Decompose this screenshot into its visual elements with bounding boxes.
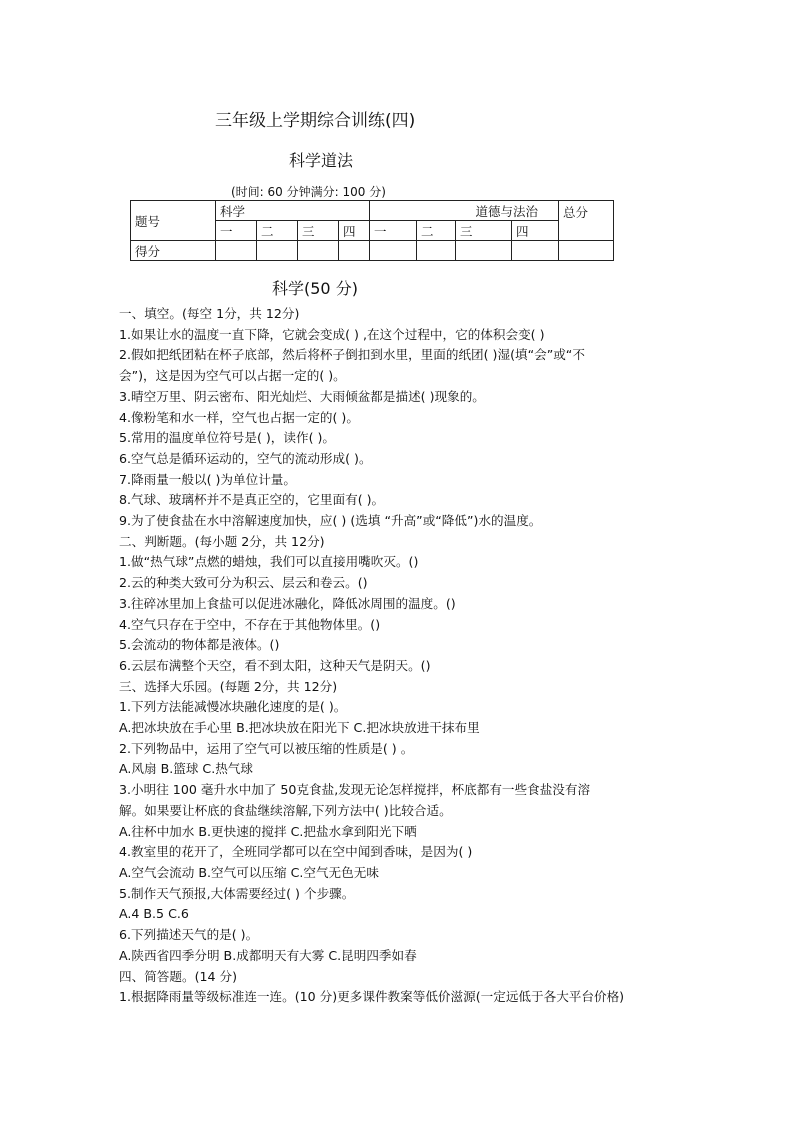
score-row [131, 241, 614, 261]
score-row-label: 得分 [131, 241, 216, 261]
text-line: 3.小明往 100 毫升水中加了 50克食盐,发现无论怎样搅拌，杯底都有一些食盐没有溶 [119, 782, 591, 798]
text-line: 6.云层布满整个天空，看不到太阳，这种天气是阴天。() [119, 657, 431, 673]
text-line: A.风扇 B.篮球 C.热气球 [119, 761, 253, 777]
sub-column-science: 一 [216, 221, 257, 241]
question-list [119, 304, 689, 1008]
sub-column-morality: 一 [370, 221, 417, 241]
text-line: 6.下列描述天气的是( )。 [119, 927, 259, 943]
sub-column-morality: 二 [417, 221, 456, 241]
text-line: 2.下列物品中，运用了空气可以被压缩的性质是( ) 。 [119, 740, 414, 756]
score-cell[interactable] [216, 241, 257, 261]
text-line: 4.像粉笔和水一样，空气也占据一定的( )。 [119, 409, 359, 425]
score-cell[interactable] [339, 241, 370, 261]
time-info: (时间: 60 分钟满分: 100 分) [231, 185, 386, 199]
text-line: 4.空气只存在于空中，不存在于其他物体里。() [119, 616, 381, 632]
text-line: 2.假如把纸团粘在杯子底部，然后将杯子倒扣到水里，里面的纸团( )湿(填“会”或“不 [119, 347, 585, 363]
text-line: 5.会流动的物体都是液体。() [119, 637, 280, 653]
score-cell[interactable] [298, 241, 339, 261]
sub-column-science: 二 [257, 221, 298, 241]
text-line: 四、简答题。(14 分) [119, 968, 238, 984]
text-line: 二、判断题。(每小题 2分，共 12分) [119, 533, 325, 549]
text-line: 一、填空。(每空 1分，共 12分) [119, 306, 300, 321]
row-header-label: 题号 [131, 201, 216, 241]
text-line: A.陕西省四季分明 B.成都明天有大雾 C.昆明四季如春 [119, 947, 417, 963]
score-cell[interactable] [456, 241, 512, 261]
text-line: 会”)，这是因为空气可以占据一定的( )。 [119, 368, 346, 384]
science-label: 科学 [216, 201, 370, 221]
text-line: 7.降雨量一般以( )为单位计量。 [119, 471, 296, 487]
score-cell[interactable] [257, 241, 298, 261]
sub-column-morality: 三 [456, 221, 512, 241]
document-title: 三年级上学期综合训练(四) [215, 111, 416, 131]
text-line: 5.常用的温度单位符号是( )，读作( )。 [119, 430, 335, 446]
text-line: 3.晴空万里、阴云密布、阳光灿烂、大雨倾盆都是描述( )现象的。 [119, 388, 485, 404]
document-subtitle: 科学道法 [289, 151, 354, 170]
text-line: 三、选择大乐园。(每题 2分，共 12分) [119, 678, 338, 694]
text-line: 3.往碎冰里加上食盐可以促进冰融化，降低冰周围的温度。() [119, 595, 456, 611]
sub-column-science: 三 [298, 221, 339, 241]
text-line: 6.空气总是循环运动的，空气的流动形成( )。 [119, 450, 372, 466]
text-line: 5.制作天气预报,大体需要经过( ) 个步骤。 [119, 885, 355, 901]
text-line: 9.为了使食盐在水中溶解速度加快，应( ) (选填 “升高”或“降低”)水的温度。 [119, 513, 542, 529]
text-line: A.把冰块放在手心里 B.把冰块放在阳光下 C.把冰块放进干抹布里 [119, 720, 480, 736]
total-label: 总分 [559, 201, 614, 241]
text-line: 8.气球、玻璃杯并不是真正空的，它里面有( )。 [119, 492, 385, 508]
section-heading: 科学(50 分) [272, 279, 358, 298]
text-line: 1.如果让水的温度一直下降，它就会变成( ) ,在这个过程中，它的体积会变( ) [119, 326, 545, 342]
text-line: A.空气会流动 B.空气可以压缩 C.空气无色无味 [119, 864, 379, 880]
score-table [130, 200, 614, 261]
score-cell[interactable] [417, 241, 456, 261]
score-cell[interactable] [512, 241, 559, 261]
sub-column-science: 四 [339, 221, 370, 241]
text-line: 1.根据降雨量等级标准连一连。(10 分)更多课件教案等低价滋源(一定远低于各大平台价格) [119, 989, 625, 1005]
sub-column-morality: 四 [512, 221, 559, 241]
text-line: 4.教室里的花开了，全班同学都可以在空中闻到香味，是因为( ) [119, 844, 473, 860]
text-line: A.往杯中加水 B.更快速的搅拌 C.把盐水拿到阳光下晒 [119, 823, 417, 839]
score-cell[interactable] [559, 241, 614, 261]
text-line: 1.下列方法能减慢冰块融化速度的是( )。 [119, 699, 347, 715]
text-line: 2.云的种类大致可分为积云、层云和卷云。() [119, 575, 368, 591]
score-table-header-row [131, 201, 614, 221]
score-cell[interactable] [370, 241, 417, 261]
text-line: 解。如果要让杯底的食盐继续溶解,下列方法中( )比较合适。 [119, 802, 452, 818]
text-line: 1.做“热气球”点燃的蜡烛，我们可以直接用嘴吹灭。() [119, 554, 419, 570]
morality-label: 道德与法治 [370, 201, 559, 221]
text-line: A.4 B.5 C.6 [119, 906, 189, 922]
